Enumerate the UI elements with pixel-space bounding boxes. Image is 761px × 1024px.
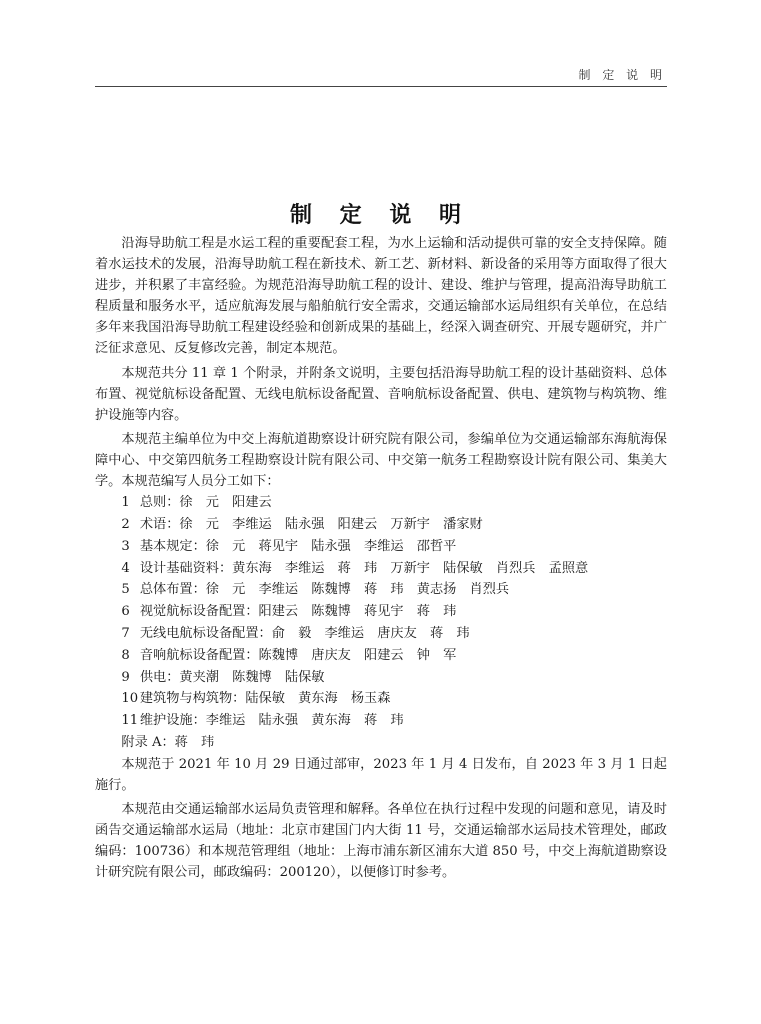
list-item bbox=[95, 492, 667, 514]
item-number: 9 bbox=[121, 669, 130, 685]
item-number: 8 bbox=[121, 647, 130, 663]
page-title: 制 定 说 明 bbox=[290, 201, 471, 228]
list-item bbox=[95, 645, 667, 667]
scope-paragraph: 本规范共分 11 章 1 个附录，并附条文说明，主要包括沿海导助航工程的设计基础资料、总体布置、视觉航标设备配置、无线电航标设备配置、音响航标设备配置、供电、建筑物与构筑物、维护设施等内容。 bbox=[95, 365, 667, 423]
item-text: 音响航标设备配置：陈魏博 唐庆友 阳建云 钟 军 bbox=[139, 647, 457, 663]
item-text: 建筑物与构筑物：陆保敏 黄东海 杨玉森 bbox=[139, 691, 391, 707]
item-text: 供电：黄夹潮 陈魏博 陆保敏 bbox=[139, 669, 325, 685]
item-text: 设计基础资料：黄东海 李维运 蒋 玮 万新宇 陆保敏 肖烈兵 孟照意 bbox=[139, 560, 589, 576]
item-number: 4 bbox=[121, 560, 130, 576]
item-text: 维护设施：李维运 陆永强 黄东海 蒋 玮 bbox=[139, 713, 404, 729]
editors-paragraph: 本规范主编单位为中交上海航道勘察设计研究院有限公司，参编单位为交通运输部东海航海保障中心、中交第四航务工程勘察设计院有限公司、中交第一航务工程勘察设计院有限公司、集美大学。本规范编写人员分工如下： bbox=[95, 431, 667, 490]
item-number: 11 bbox=[121, 713, 139, 729]
list-item bbox=[95, 667, 667, 689]
list-item bbox=[95, 601, 667, 623]
item-number: 7 bbox=[121, 625, 130, 641]
item-number: 3 bbox=[121, 538, 130, 554]
list-item bbox=[95, 514, 667, 536]
item-text: 基本规定：徐 元 蒋见宇 陆永强 李维运 邵哲平 bbox=[139, 538, 457, 554]
body-text bbox=[95, 233, 667, 883]
list-item bbox=[95, 710, 667, 732]
contact-paragraph: 本规范由交通运输部水运局负责管理和解释。各单位在执行过程中发现的问题和意见，请及时函告交通运输部水运局（地址：北京市建国门内大街 11 号，交通运输部水运局技术管理处，邮政编码：100736）和本规范管理组（地址：上海市浦东新区浦东大道 850 号，中交上海航道勘察设计研究院有限公司，邮政编码：200120），以便修订时参考。 bbox=[95, 801, 667, 881]
item-text: 视觉航标设备配置：阳建云 陈魏博 蒋见宇 蒋 玮 bbox=[139, 604, 457, 620]
item-number: 5 bbox=[121, 582, 130, 598]
item-text: 总体布置：徐 元 李维运 陈魏博 蒋 玮 黄志扬 肖烈兵 bbox=[139, 582, 510, 598]
running-header: 制 定 说 明 bbox=[578, 68, 666, 82]
list-item bbox=[95, 579, 667, 601]
header-rule bbox=[95, 86, 667, 87]
item-number: 10 bbox=[121, 691, 139, 707]
item-text: 总则：徐 元 阳建云 bbox=[139, 495, 272, 511]
list-item bbox=[95, 558, 667, 580]
effective-date-paragraph: 本规范于 2021 年 10 月 29 日通过部审，2023 年 1 月 4 日发布，自 2023 年 3 月 1 日起施行。 bbox=[95, 756, 667, 793]
list-item bbox=[95, 688, 667, 710]
item-text: 术语：徐 元 李维运 陆永强 阳建云 万新宇 潘家财 bbox=[139, 516, 483, 532]
intro-paragraph: 沿海导助航工程是水运工程的重要配套工程，为水上运输和活动提供可靠的安全支持保障。随着水运技术的发展，沿海导助航工程在新技术、新工艺、新材料、新设备的采用等方面取得了很大进步，并积累了丰富经验。为规范沿海导助航工程的设计、建设、维护与管理，提高沿海导助航工程质量和服务水平，适应航海发展与船舶航行安全需求，交通运输部水运局组织有关单位，在总结多年来我国沿海导助航工程建设经验和创新成果的基础上，经深入调查研究、开展专题研究，并广泛征求意见、反复修改完善，制定本规范。 bbox=[95, 236, 667, 357]
assignment-list bbox=[95, 492, 667, 732]
item-number: 2 bbox=[121, 516, 130, 532]
list-item bbox=[95, 536, 667, 558]
list-item bbox=[95, 623, 667, 645]
item-text: 无线电航标设备配置：俞 毅 李维运 唐庆友 蒋 玮 bbox=[139, 625, 470, 641]
item-number: 1 bbox=[121, 495, 130, 511]
appendix-line: 附录 A：蒋 玮 bbox=[121, 734, 215, 750]
item-number: 6 bbox=[121, 604, 130, 620]
